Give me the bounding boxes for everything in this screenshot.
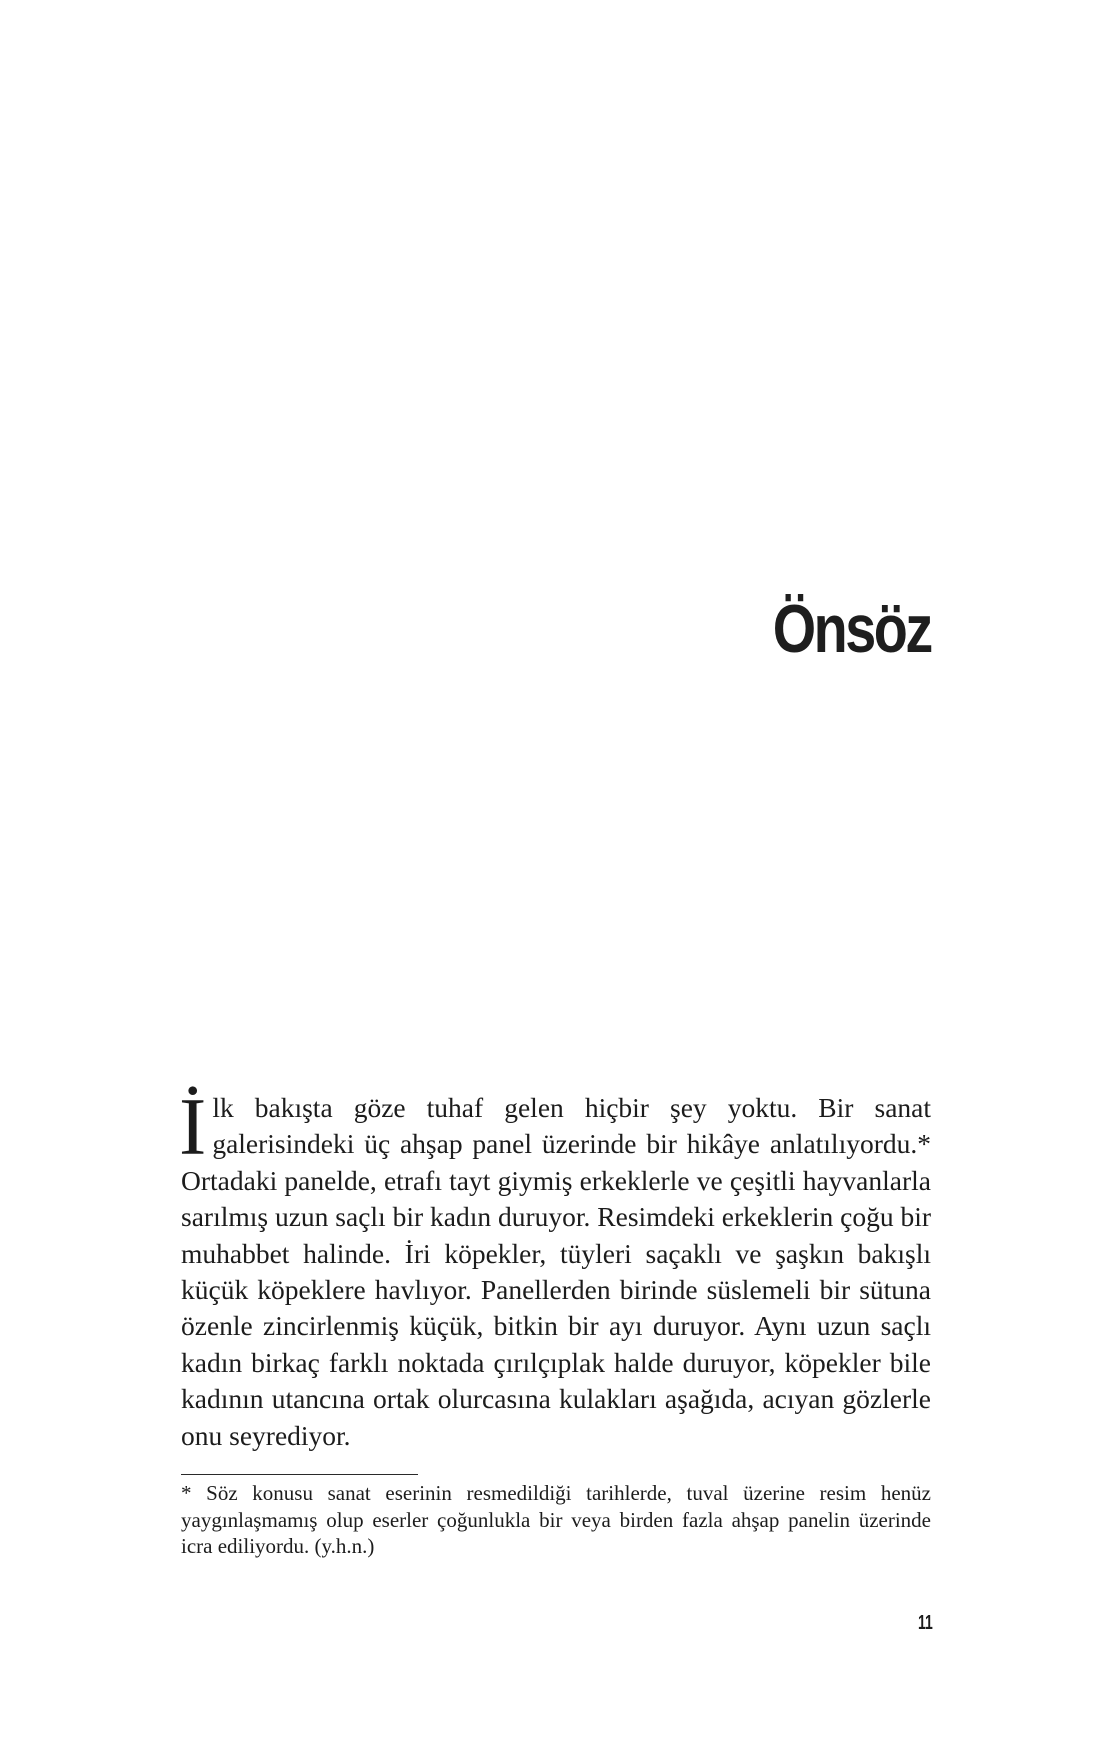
footnote: * Söz konusu sanat eserinin resmedildiği tarihlerde, tuval üzerine resim henüz yaygınlaşmamış olup eserler çoğunlukla bir veya birden fazla ahşap panelin üzerinde icra ediliyordu. (y.h.n.) [181,1481,931,1558]
footnote-divider [181,1474,418,1475]
body-text: lk bakışta göze tuhaf gelen hiçbir şey yoktu. Bir sanat galerisindeki üç ahşap panel üzerinde bir hikâye anlatılıyordu.* Ortadaki panelde, etrafı tayt giymiş erkeklerle ve çeşitli hayvanlarla sarılmış uzun saçlı bir kadın duruyor. Resimdeki erkeklerin çoğu bir muhabbet halinde. İri köpekler, tüyleri saçaklı ve şaşkın bakışlı küçük köpeklere havlıyor. Panellerden birinde süslemeli bir sütuna özenle zincirlenmiş küçük, bitkin bir ayı duruyor. Aynı uzun saçlı kadın birkaç farklı noktada çırılçıplak halde duruyor, köpekler bile kadının utancına ortak olurcasına kulakları aşağıda, acıyan gözlerle onu seyrediyor. [181,1092,931,1451]
body-paragraph [179,1081,931,1454]
page-number: 11 [918,1612,933,1634]
chapter-title: Önsöz [772,591,931,667]
drop-cap: İ [179,1081,207,1172]
